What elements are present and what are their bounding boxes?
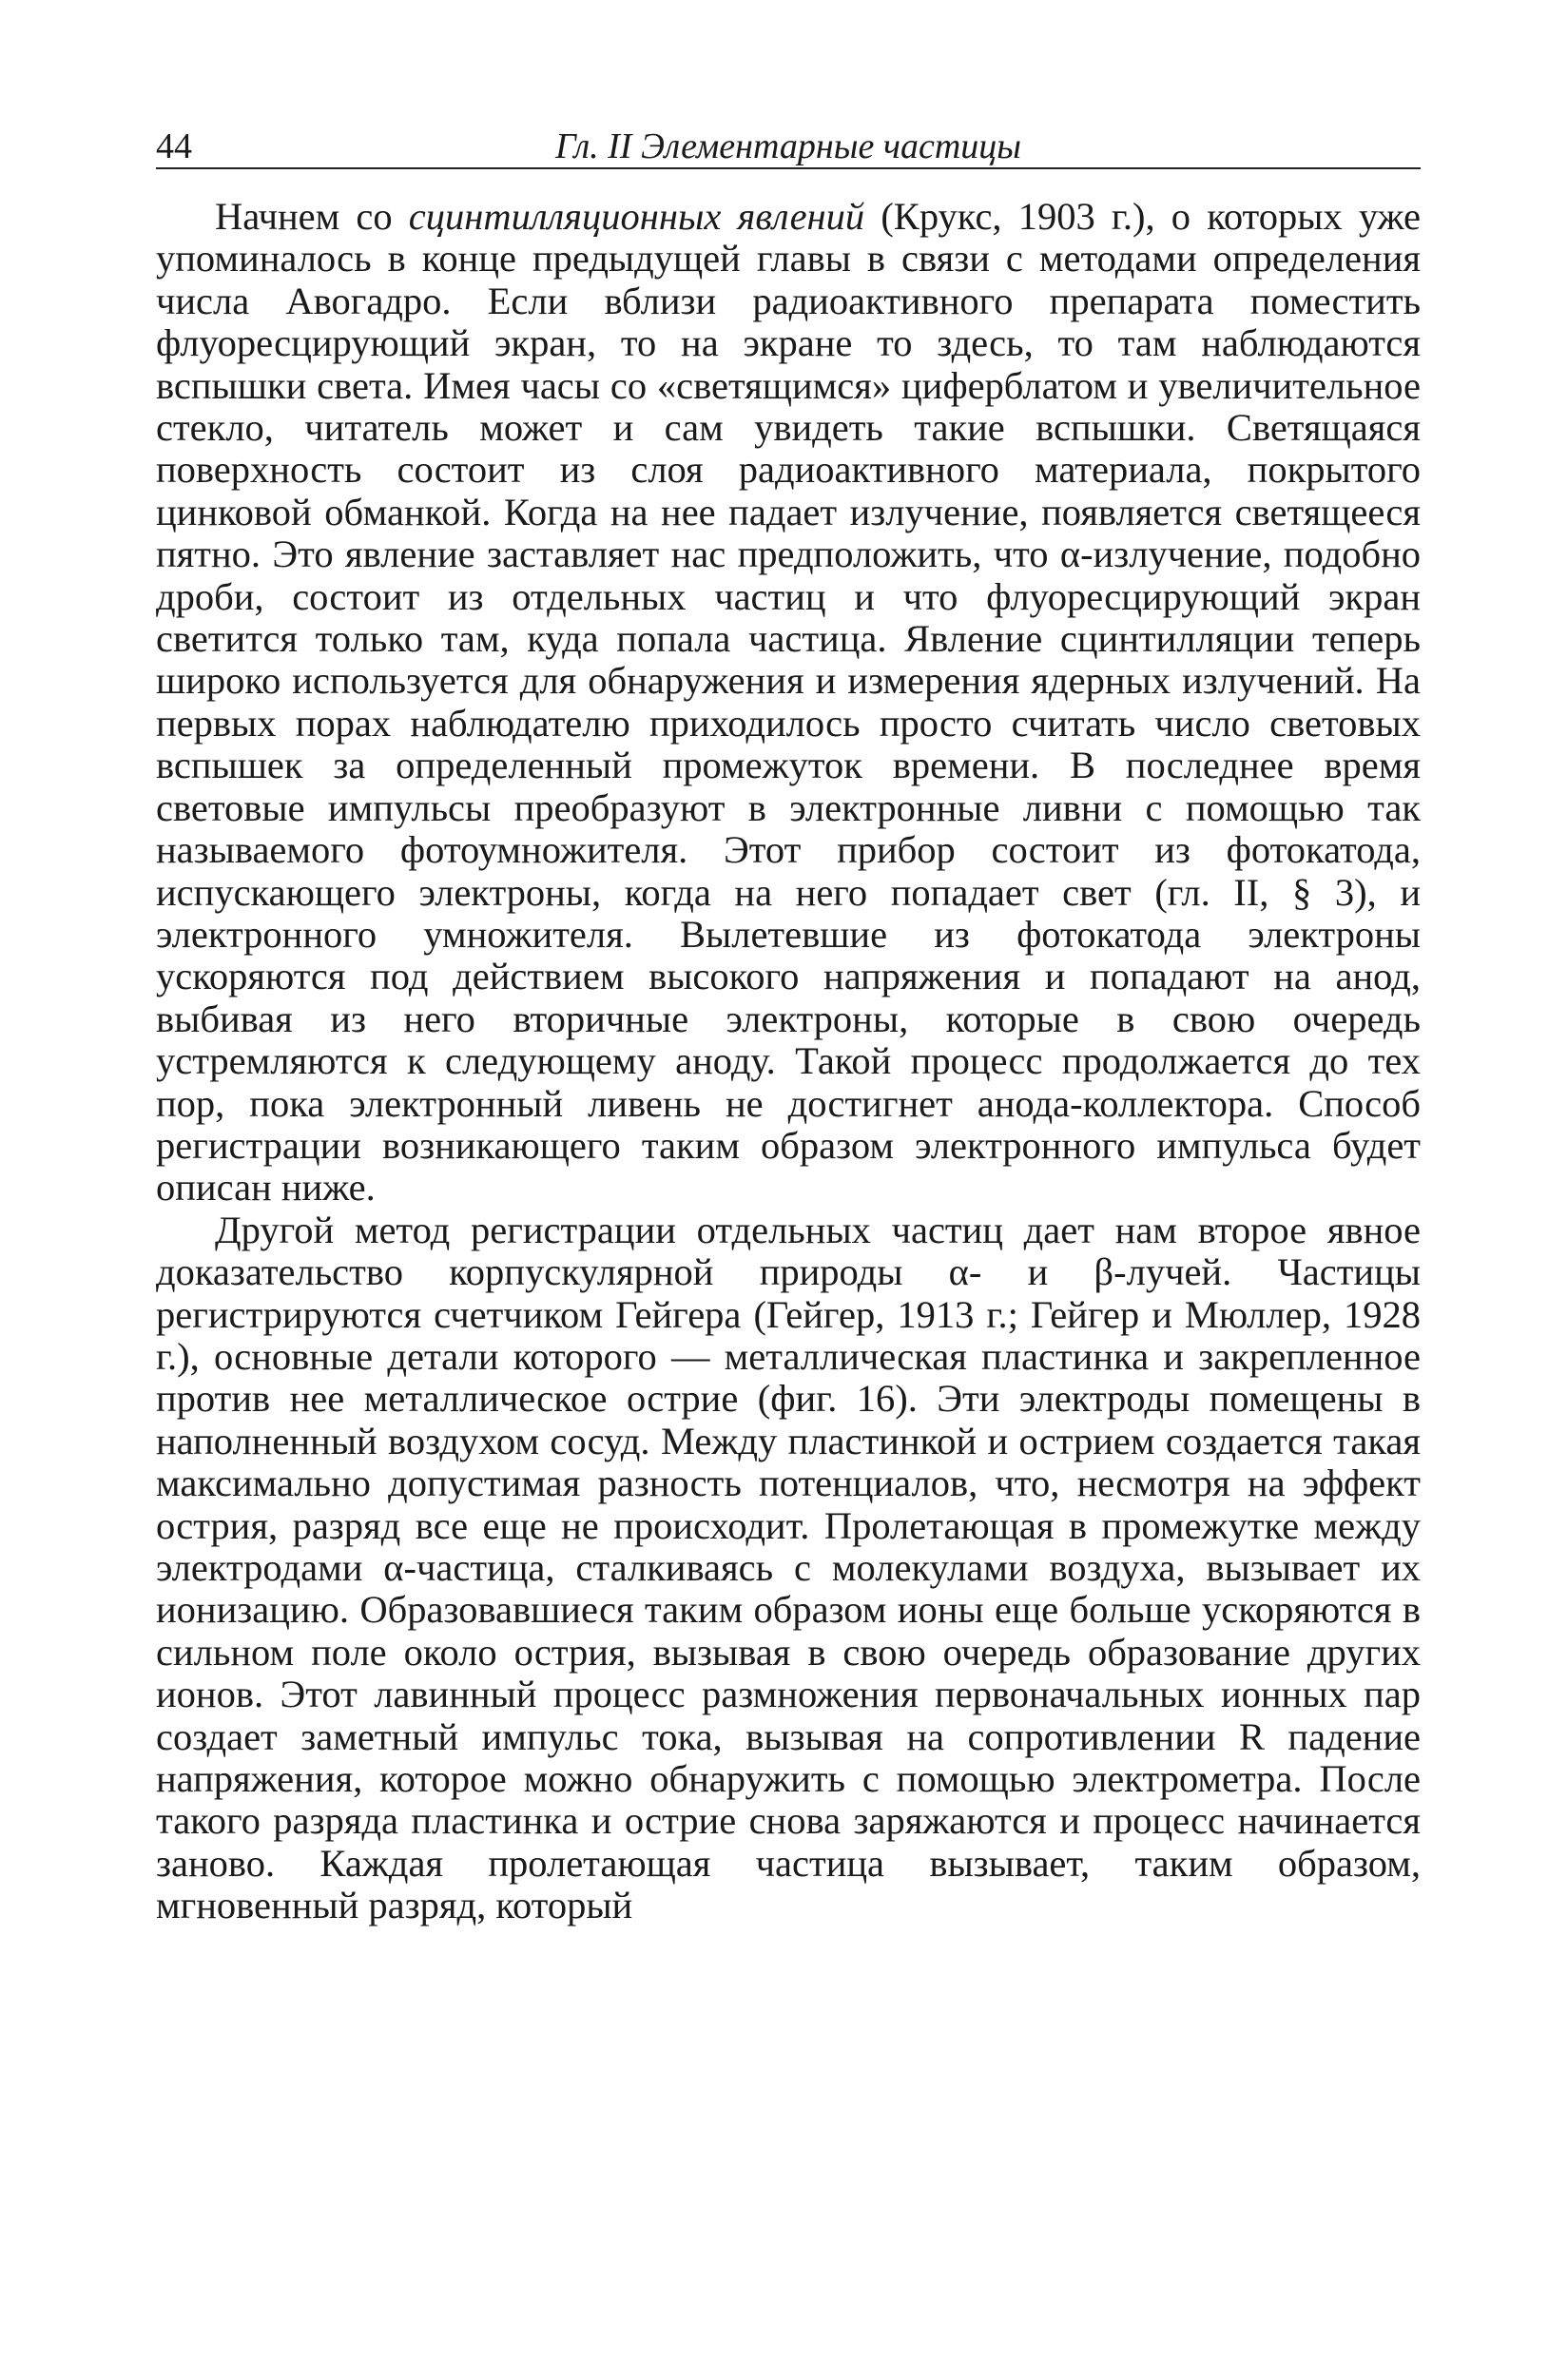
paragraph-text: Другой метод регистрации отдельных частиц дает нам второе явное доказательство корпускулярной природы α- и β-лучей. Частицы регистрируются счетчиком Гейгера (Гейгер, 1913 г.; Гейгер и Мюллер, 1928 г.), основные детали которого — металлическая пластинка и закрепленное против нее металлическое острие (фиг. 16). Эти электроды помещены в наполненный воздухом сосуд. Между пластинкой и острием создается такая максимально допустимая разность потенциалов, что, несмотря на эффект острия, разряд все еще не происходит. Пролетающая в промежутке между электродами α-частица, сталкиваясь с молекулами воздуха, вызывает их ионизацию. Образовавшиеся таким образом ионы еще больше ускоряются в сильном поле около острия, вызывая в свою очередь образование других ионов. Этот лавинный процесс размножения первоначальных ионных пар создает заметный импульс тока, вызывая на сопротивлении R падение напряжения, которое можно обнаружить с помощью электрометра. После такого разряда пластинка и острие снова заряжаются и процесс начинается заново. Каждая пролетающая частица вызывает, таким образом, мгновенный разряд, который — [156, 1208, 1421, 1927]
book-page — [156, 114, 1421, 1927]
paragraph-text: (Крукс, 1903 г.), о которых уже упоминалось в конце предыдущей главы в связи с методами определения числа Авогадро. Если вблизи радиоактивного препарата поместить флуоресцирующий экран, то на экране то здесь, то там наблюдаются вспышки света. Имея часы со «светящимся» циферблатом и увеличительное стекло, читатель может и сам увидеть такие вспышки. Светящаяся поверхность состоит из слоя радиоактивного материала, покрытого цинковой обманкой. Когда на нее падает излучение, появляется светящееся пятно. Это явление заставляет нас предположить, что α-излучение, подобно дроби, состоит из отдельных частиц и что флуоресцирующий экран светится только там, куда попала частица. Явление сцинтилляции теперь широко используется для обнаружения и измерения ядерных излучений. На первых порах наблюдателю приходилось просто считать число световых вспышек за определенный промежуток времени. В последнее время световые импульсы преобразуют в электронные ливни с помощью так называемого фотоумножителя. Этот прибор состоит из фотокатода, испускающего электроны, когда на него попадает свет (гл. II, § 3), и электронного умножителя. Вылетевшие из фотокатода электроны ускоряются под действием высокого напряжения и попадают на анод, выбивая из него вторичные электроны, которые в свою очередь устремляются к следующему аноду. Такой процесс продолжается до тех пор, пока электронный ливень не достигнет анода-коллектора. Способ регистрации возникающего таким образом электронного импульса будет описан ниже. — [156, 195, 1421, 1210]
paragraph-lead: Начнем со — [215, 195, 409, 238]
running-head — [156, 114, 1421, 169]
chapter-title: Гл. II Элементарные частицы — [554, 126, 1022, 166]
paragraph-geiger-counter — [156, 1210, 1421, 1927]
body-text — [156, 196, 1421, 1927]
page-number: 44 — [156, 126, 192, 166]
emphasized-term: сцинтилляционных явлений — [408, 195, 865, 238]
paragraph-scintillation — [156, 196, 1421, 1210]
